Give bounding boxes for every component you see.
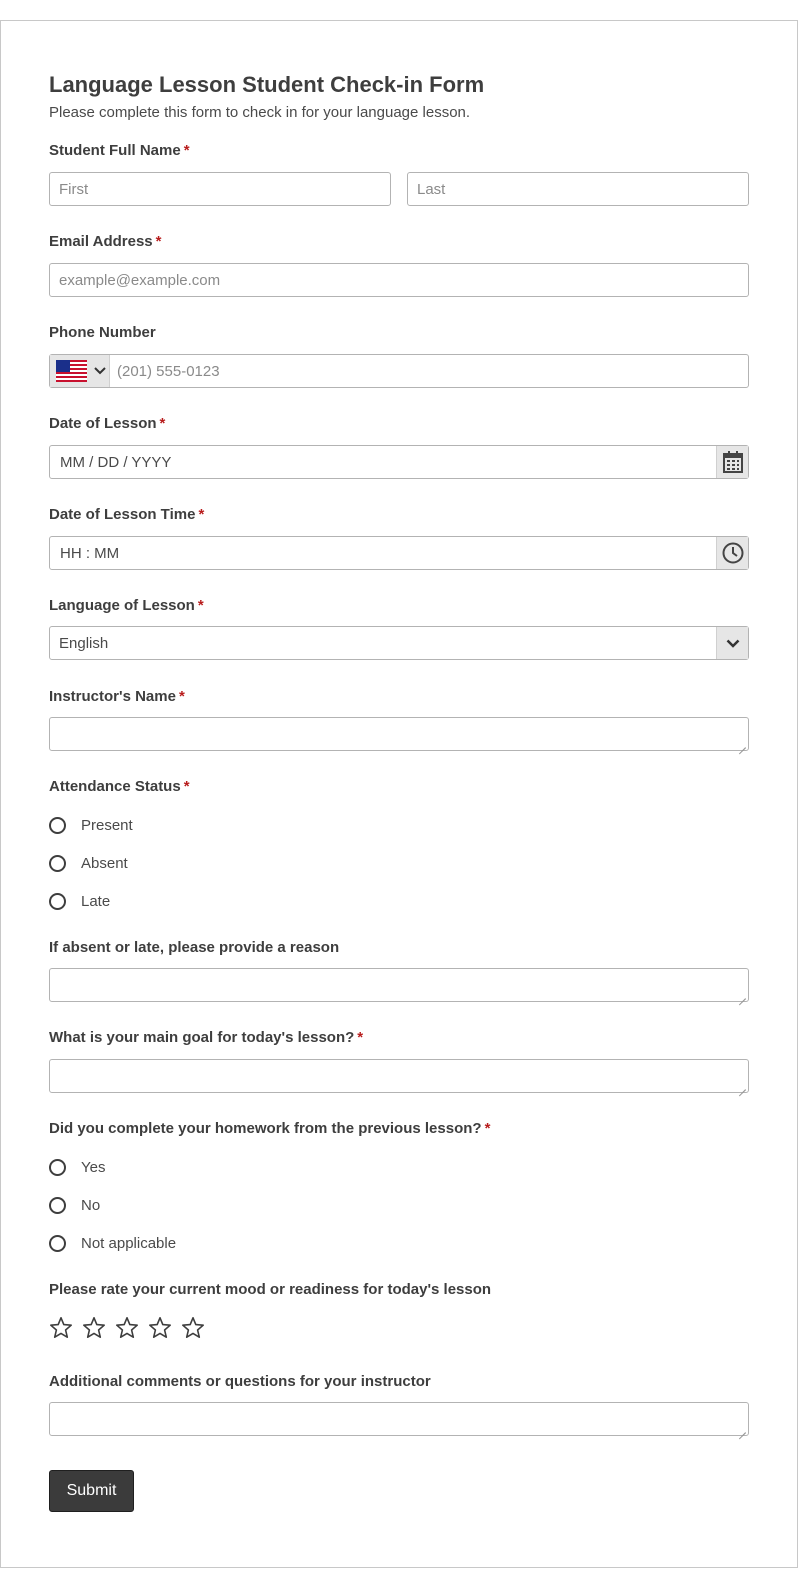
form-title: Language Lesson Student Check-in Form bbox=[49, 72, 485, 97]
attendance-label-text: Attendance Status bbox=[49, 778, 181, 795]
goal-label-text: What is your main goal for today's lesson? bbox=[49, 1029, 355, 1046]
comments-label: Additional comments or questions for your instructor bbox=[49, 1373, 431, 1390]
clock-icon bbox=[722, 542, 744, 564]
full-name-label bbox=[49, 142, 190, 159]
radio-label: No bbox=[81, 1197, 101, 1214]
email-label bbox=[49, 233, 162, 250]
date-label-text: Date of Lesson bbox=[49, 415, 157, 432]
required-mark: * bbox=[159, 415, 166, 432]
language-select[interactable] bbox=[49, 626, 749, 660]
date-label bbox=[49, 415, 165, 432]
homework-option-not-applicable[interactable] bbox=[49, 1235, 176, 1252]
homework-option-no[interactable] bbox=[49, 1197, 100, 1214]
date-placeholder: MM / DD / YYYY bbox=[60, 453, 172, 471]
calendar-button[interactable] bbox=[716, 446, 748, 478]
required-mark: * bbox=[178, 688, 185, 705]
chevron-down-icon bbox=[726, 639, 740, 648]
star-3-icon[interactable] bbox=[115, 1316, 139, 1340]
required-mark: * bbox=[183, 778, 190, 795]
homework-option-yes[interactable] bbox=[49, 1159, 105, 1176]
dropdown-toggle[interactable] bbox=[716, 627, 748, 659]
us-flag-icon bbox=[56, 360, 87, 382]
reason-textarea[interactable] bbox=[49, 968, 749, 1002]
language-label bbox=[49, 597, 204, 614]
star-1-icon[interactable] bbox=[49, 1316, 73, 1340]
star-2-icon[interactable] bbox=[82, 1316, 106, 1340]
star-4-icon[interactable] bbox=[148, 1316, 172, 1340]
attendance-option-present[interactable] bbox=[49, 817, 133, 834]
chevron-down-icon bbox=[94, 367, 106, 375]
instructor-name-textarea[interactable] bbox=[49, 717, 749, 751]
star-rating bbox=[49, 1316, 205, 1340]
goal-textarea[interactable] bbox=[49, 1059, 749, 1093]
radio-button[interactable] bbox=[49, 1235, 66, 1252]
required-mark: * bbox=[183, 142, 190, 159]
country-selector[interactable] bbox=[50, 355, 110, 387]
form-subtitle: Please complete this form to check in for your language lesson. bbox=[49, 104, 471, 121]
phone-placeholder: (201) 555-0123 bbox=[117, 362, 220, 380]
resize-handle[interactable] bbox=[739, 1083, 746, 1090]
phone-input[interactable] bbox=[49, 354, 749, 388]
homework-label bbox=[49, 1120, 490, 1137]
last-name-input[interactable]: Last bbox=[407, 172, 749, 206]
radio-button[interactable] bbox=[49, 855, 66, 872]
radio-label: Late bbox=[81, 893, 111, 910]
instructor-label bbox=[49, 688, 185, 705]
first-name-input[interactable]: First bbox=[49, 172, 391, 206]
date-input[interactable] bbox=[49, 445, 749, 479]
radio-label: Present bbox=[81, 817, 133, 834]
reason-label: If absent or late, please provide a reason bbox=[49, 939, 340, 956]
attendance-label bbox=[49, 778, 190, 795]
required-mark: * bbox=[155, 233, 162, 250]
goal-label bbox=[49, 1029, 363, 1046]
instructor-label-text: Instructor's Name bbox=[49, 688, 176, 705]
radio-button[interactable] bbox=[49, 817, 66, 834]
time-label-text: Date of Lesson Time bbox=[49, 506, 196, 523]
attendance-option-late[interactable] bbox=[49, 893, 110, 910]
time-placeholder: HH : MM bbox=[60, 544, 120, 562]
time-input[interactable] bbox=[49, 536, 749, 570]
email-input[interactable]: example@example.com bbox=[49, 263, 749, 297]
comments-textarea[interactable] bbox=[49, 1402, 749, 1436]
required-mark: * bbox=[197, 597, 204, 614]
resize-handle[interactable] bbox=[739, 1426, 746, 1433]
submit-button[interactable]: Submit bbox=[49, 1470, 134, 1512]
radio-button[interactable] bbox=[49, 1197, 66, 1214]
language-selected-value: English bbox=[59, 634, 109, 652]
attendance-option-absent[interactable] bbox=[49, 855, 128, 872]
phone-label: Phone Number bbox=[49, 324, 156, 341]
full-name-label-text: Student Full Name bbox=[49, 142, 181, 159]
homework-label-text: Did you complete your homework from the previous lesson? bbox=[49, 1120, 482, 1137]
time-label bbox=[49, 506, 204, 523]
radio-label: Absent bbox=[81, 855, 128, 872]
star-5-icon[interactable] bbox=[181, 1316, 205, 1340]
radio-label: Not applicable bbox=[81, 1235, 177, 1252]
required-mark: * bbox=[357, 1029, 364, 1046]
radio-label: Yes bbox=[81, 1159, 106, 1176]
language-label-text: Language of Lesson bbox=[49, 597, 195, 614]
calendar-icon bbox=[723, 451, 743, 473]
radio-button[interactable] bbox=[49, 1159, 66, 1176]
required-mark: * bbox=[484, 1120, 491, 1137]
resize-handle[interactable] bbox=[739, 741, 746, 748]
email-label-text: Email Address bbox=[49, 233, 153, 250]
required-mark: * bbox=[198, 506, 205, 523]
resize-handle[interactable] bbox=[739, 992, 746, 999]
clock-button[interactable] bbox=[716, 537, 748, 569]
radio-button[interactable] bbox=[49, 893, 66, 910]
mood-rating-label: Please rate your current mood or readiness for today's lesson bbox=[49, 1281, 492, 1298]
